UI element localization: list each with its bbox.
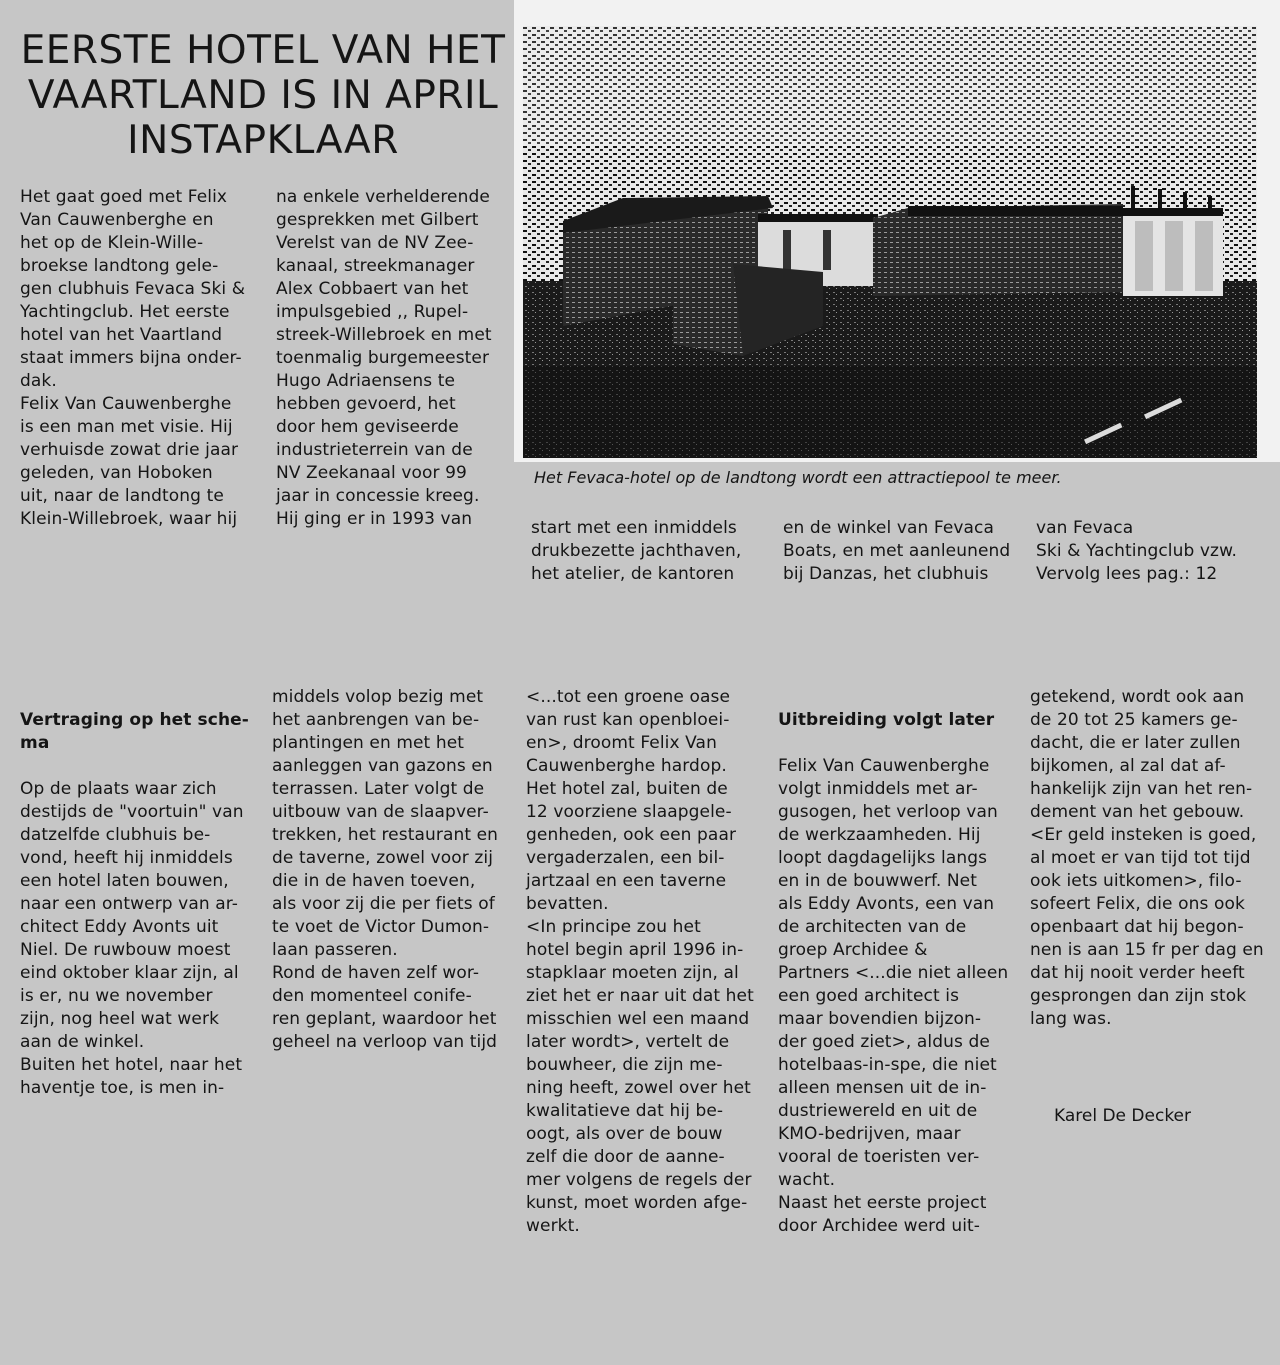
top-column-1: Het gaat goed met Felix Van Cauwenberghe en het op de Klein-Wille- broekse landtong gele- gen clubhuis Fevaca Ski & Yachtingclub. Het eerste hotel van het Vaartland staat immers bijna onder- dak. Felix Van Cauwenberghe is een man met visie. Hij verhuisde zowat drie jaar geleden, van Hoboken uit, naar de landtong te Klein-Willebroek, waar hij xyxy=(20,187,246,529)
bottom-column-1 xyxy=(20,686,252,1123)
bottom-column-5: getekend, wordt ook aan de 20 tot 25 kamers ge- dacht, die er later zullen bijkomen, al zal dat af- hankelijk zijn van het ren- dement van het gebouw. <Er geld insteken is goed, al moet er van tijd tot tijd ook iets uitkomen>, filo- sofeert Felix, die ons ook openbaart dat hij begon- nen is aan 15 fr per dag en dat hij nooit verder heeft gesprongen dan zijn stok lang was. xyxy=(1030,687,1264,1029)
headline xyxy=(18,28,508,163)
author-byline: Karel De Decker xyxy=(1054,1106,1192,1126)
section-heading-uitbreiding: Uitbreiding volgt later xyxy=(778,710,995,730)
headline-line-2: VAARTLAND IS IN APRIL xyxy=(27,73,499,118)
top-column-2: na enkele verhelderende gesprekken met Gilbert Verelst van de NV Zee- kanaal, streekmanager Alex Cobbaert van het impulsgebied ,, Rupel- streek-Willebroek en met toenmalig burgemeester Hugo Adriaensens te hebben gevoerd, het door hem geviseerde industrieterrein van de NV Zeekanaal voor 99 jaar in concessie kreeg. Hij ging er in 1993 van xyxy=(276,187,492,529)
bottom-column-4-body: Felix Van Cauwenberghe volgt inmiddels met ar- gusogen, het verloop van de werkzaamheden. Hij loopt dagdagelijks langs en in de bouwwerf. Net als Eddy Avonts, een van de architecten van de groep Archidee & Partners <...die niet alleen een goed architect is maar bovendien bijzon- der goed ziet>, aldus de hotelbaas-in-spe, die niet alleen mensen uit de in- dustriewereld en uit de KMO-bedrijven, maar vooral de toeristen ver- wacht. Naast het eerste project door Archidee werd uit- xyxy=(778,756,1009,1236)
section-heading-vertraging: Vertraging op het sche- ma xyxy=(20,710,249,753)
bottom-column-2: middels volop bezig met het aanbrengen van be- plantingen en met het aanleggen van gazons en terrassen. Later volgt de uitbouw van de slaapver- trekken, het restaurant en de taverne, zowel voor zij die in de haven toeven, als voor zij die per fiets of te voet de Victor Dumon- laan passeren. Rond de haven zelf wor- den momenteel conife- ren geplant, waardoor het geheel na verloop van tijd xyxy=(272,687,499,1052)
bottom-column-4 xyxy=(778,686,1018,1261)
bottom-column-1-body: Op de plaats waar zich destijds de "voortuin" van datzelfde clubhuis be- vond, heeft hij inmiddels een hotel laten bouwen, naar een ontwerp van ar- chitect Eddy Avonts uit Niel. De ruwbouw moest eind oktober klaar zijn, al is er, nu we november zijn, nog heel wat werk aan de winkel. Buiten het hotel, naar het haventje toe, is men in- xyxy=(20,779,244,1098)
photo-caption: Het Fevaca-hotel op de landtong wordt een attractiepool te meer. xyxy=(534,468,1062,487)
top-column-4: en de winkel van Fevaca Boats, en met aanleunend bij Danzas, het clubhuis xyxy=(783,518,1011,584)
hotel-photo xyxy=(523,26,1257,458)
headline-line-3: INSTAPKLAAR xyxy=(127,118,399,163)
bottom-column-3: <...tot een groene oase van rust kan openbloei- en>, droomt Felix Van Cauwenberghe hardop. Het hotel zal, buiten de 12 voorziene slaapgele- genheden, ook een paar vergaderzalen, een bil- jartzaal en een taverne bevatten. <In principe zou het hotel begin april 1996 in- stapklaar moeten zijn, al ziet het er naar uit dat het misschien wel een maand later wordt>, vertelt de bouwheer, die zijn me- ning heeft, zowel over het kwalitatieve dat hij be- oogt, als over de bouw zelf die door de aanne- mer volgens de regels der kunst, moet worden afge- werkt. xyxy=(526,687,754,1236)
top-column-5: van Fevaca Ski & Yachtingclub vzw. Vervolg lees pag.: 12 xyxy=(1036,518,1238,584)
headline-line-1: EERSTE HOTEL VAN HET xyxy=(20,28,506,73)
top-column-3: start met een inmiddels drukbezette jachthaven, het atelier, de kantoren xyxy=(531,518,742,584)
